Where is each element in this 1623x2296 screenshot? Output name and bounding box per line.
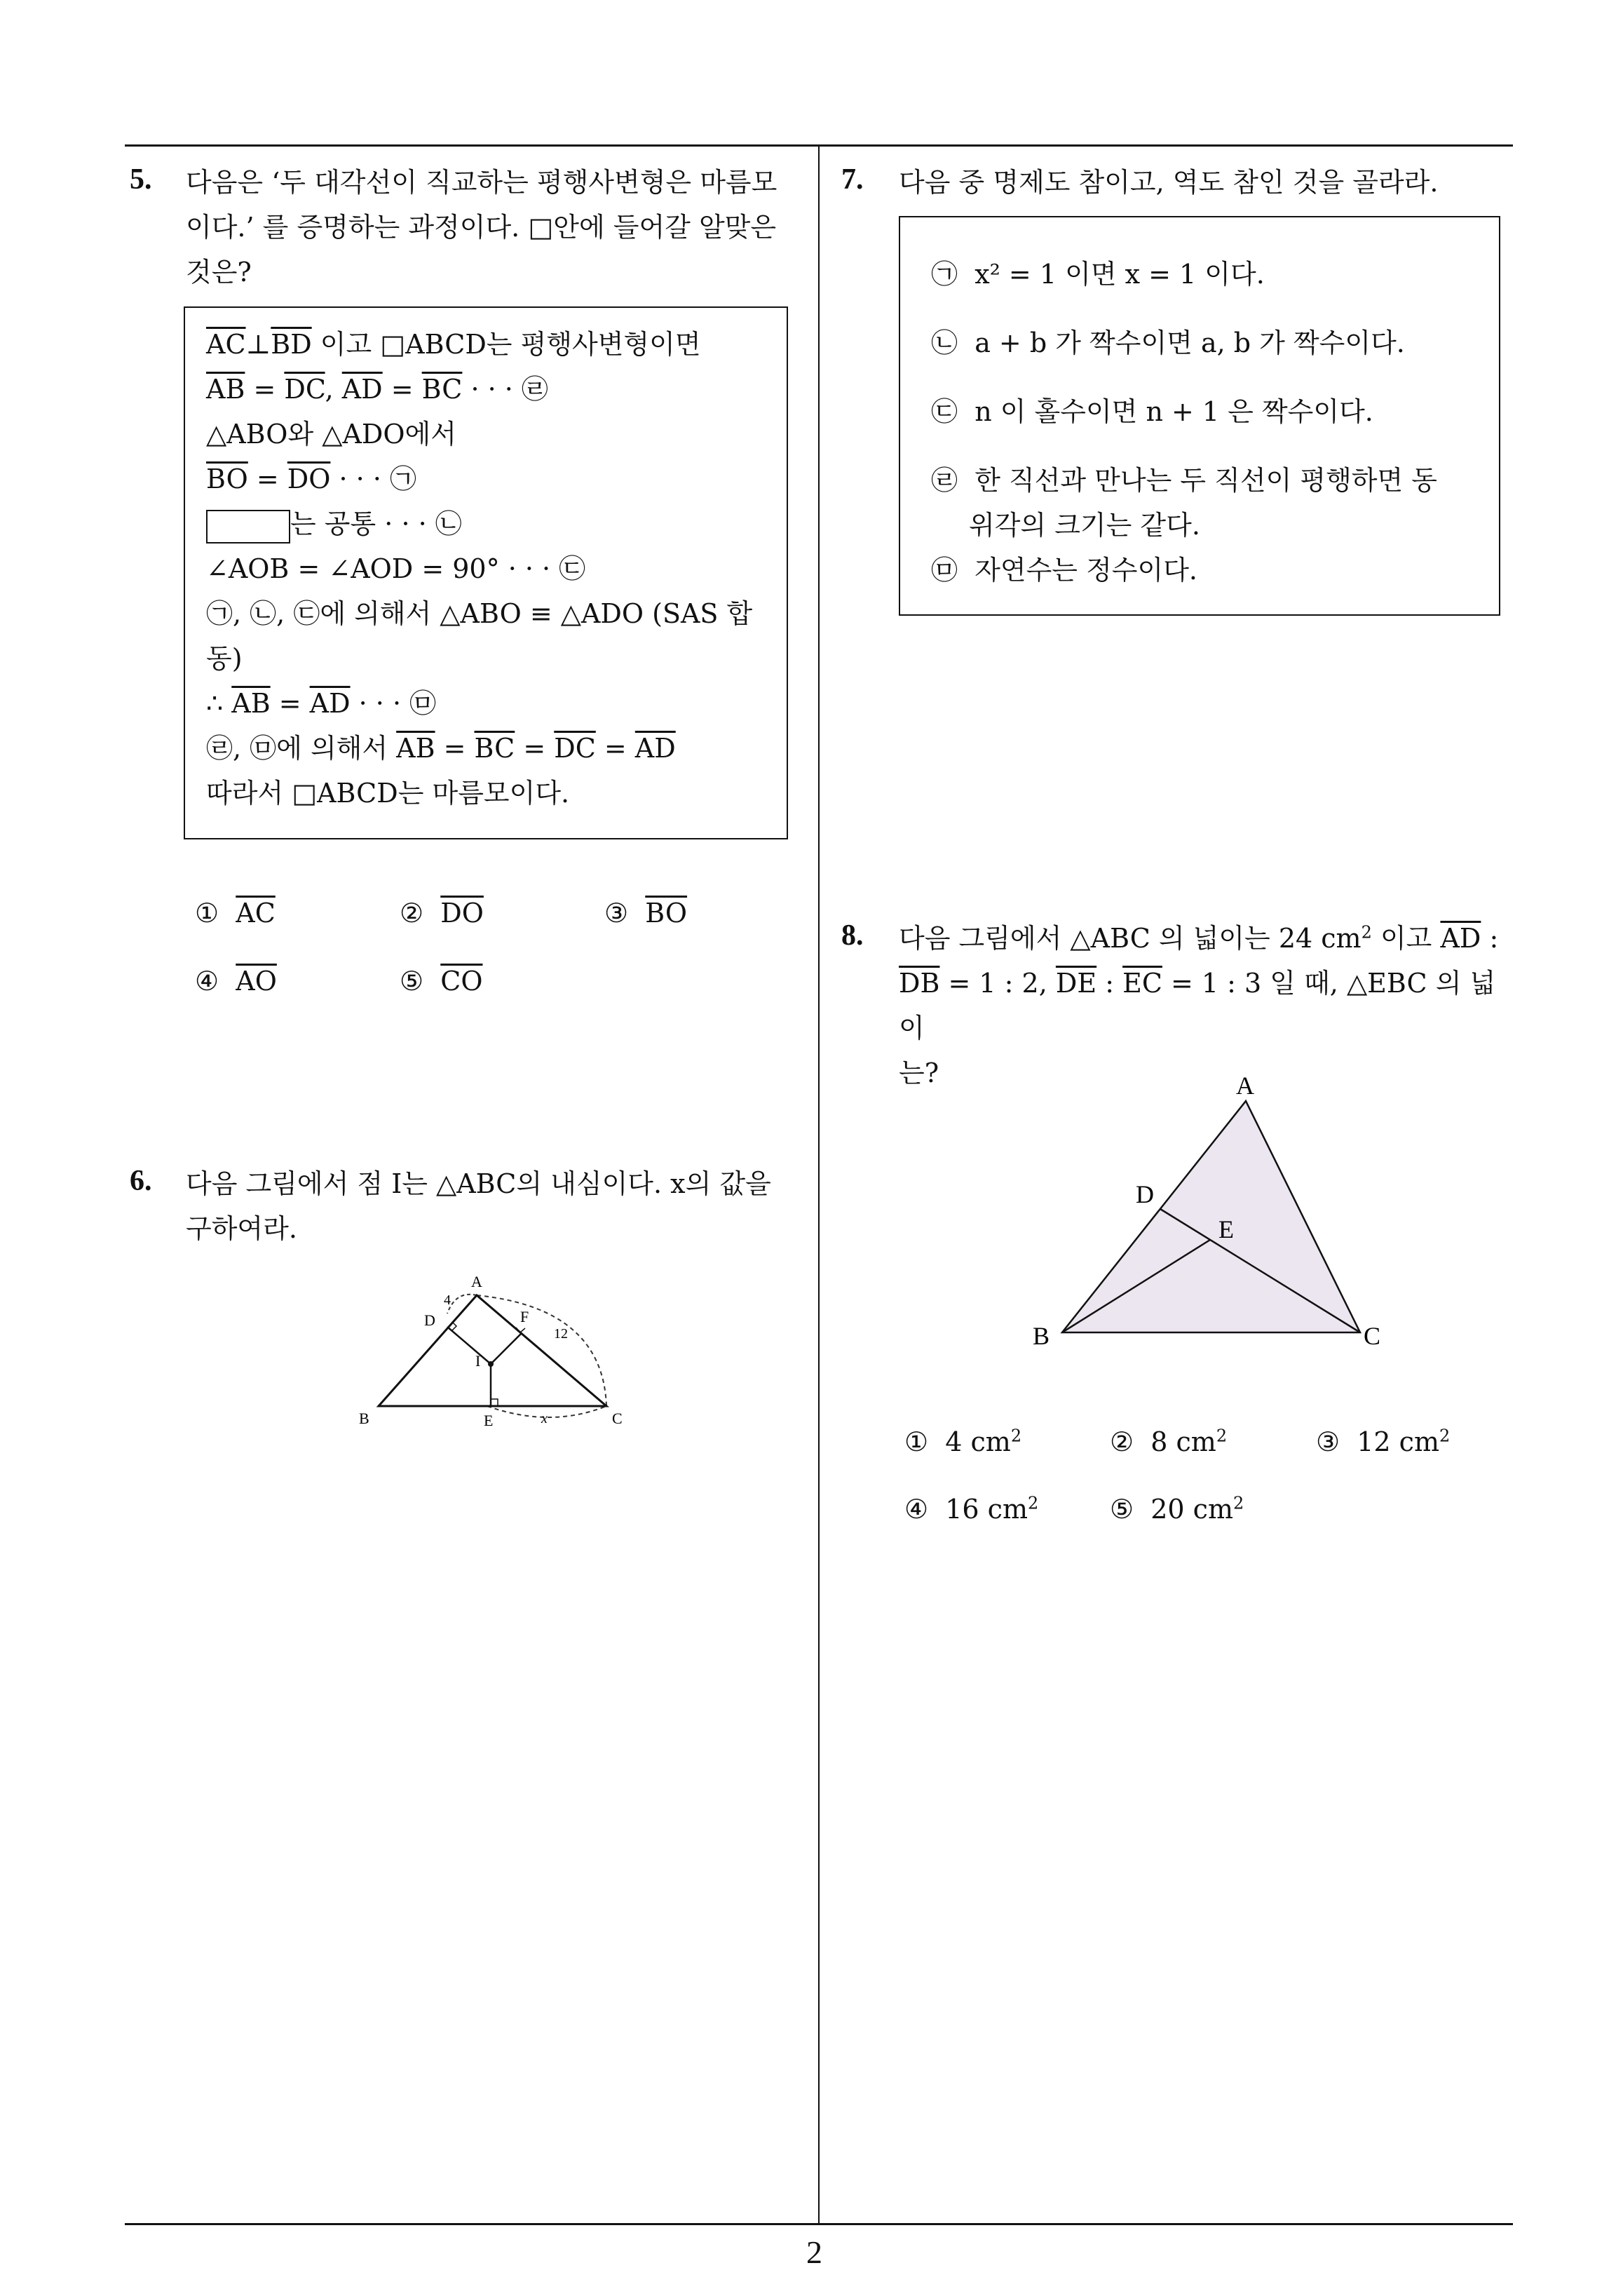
q6-line: 다음 그림에서 점 I는 △ABC의 내심이다. x의 값을 [186, 1168, 771, 1199]
seg: $\overline{AD}$ [341, 374, 383, 405]
label-c: C [612, 1410, 623, 1427]
superscript: 2 [1233, 1493, 1244, 1513]
q5-option-4[interactable] [195, 964, 277, 998]
item-mark: ㉤ [931, 555, 958, 586]
label-d: D [1136, 1180, 1154, 1208]
option-mark: ① [195, 898, 219, 928]
q-text: : [1481, 923, 1499, 954]
ref: · · · ㉠ [330, 464, 416, 494]
proof-line-11: 따라서 □ABCD는 마름모이다. [206, 778, 570, 809]
comma: , [325, 374, 342, 405]
proof-line-3: △ABO와 △ADO에서 [206, 419, 456, 450]
q5-line: 다음은 ‘두 대각선이 직교하는 평행사변형은 마름모 [186, 167, 777, 198]
q7-statements-box [899, 216, 1500, 616]
option-value: $\overline{CO}$ [440, 966, 483, 997]
label-a: A [1236, 1072, 1254, 1100]
eq: = [245, 374, 285, 405]
label-c: C [1364, 1322, 1381, 1350]
q5-option-5[interactable] [400, 964, 482, 998]
seg: $\overline{AD}$ [309, 688, 351, 719]
item-text: 위각의 크기는 같다. [969, 510, 1200, 541]
seg: $\overline{AB}$ [231, 688, 271, 719]
seg: $\overline{DE}$ [1055, 968, 1097, 999]
seg: $\overline{AB}$ [206, 374, 245, 405]
ref: · · · ㉣ [462, 374, 548, 405]
proof-text: 이고 □ABCD는 평행사변형이면 [311, 329, 701, 360]
superscript: 2 [1028, 1493, 1039, 1513]
q6-question [186, 1161, 803, 1251]
q8-option-1[interactable] [904, 1425, 1021, 1459]
seg: $\overline{EC}$ [1122, 968, 1162, 999]
page-number: 2 [806, 2234, 822, 2270]
item-text: x² = 1 이면 x = 1 이다. [975, 259, 1265, 290]
proof-line-7: ㉠, ㉡, ㉢에 의해서 △ABO ≡ △ADO (SAS 합 [206, 598, 753, 629]
q7-item-1 [931, 257, 1265, 292]
option-mark: ④ [904, 1494, 929, 1525]
eq: = [382, 374, 422, 405]
q5-option-1[interactable] [195, 896, 276, 930]
label-e: E [1218, 1215, 1234, 1243]
seg-if [491, 1333, 522, 1364]
eq: = [270, 688, 310, 719]
option-value: 20 cm [1150, 1494, 1233, 1525]
q8-figure [1020, 1069, 1413, 1364]
item-text: a + b 가 짝수이면 a, b 가 짝수이다. [975, 327, 1405, 358]
option-value: $\overline{AO}$ [236, 966, 277, 997]
seg: $\overline{AD}$ [1440, 923, 1481, 954]
q-text: : [1096, 968, 1123, 999]
proof-line-10 [206, 726, 781, 771]
superscript: 2 [1216, 1426, 1228, 1446]
proof-line-1 [206, 322, 781, 367]
seg-id [447, 1327, 491, 1364]
label-a: A [471, 1273, 482, 1290]
q8-line-2 [899, 961, 1516, 1051]
q-text: 다음 그림에서 △ABC 의 넓이는 24 cm [899, 923, 1361, 954]
option-mark: ③ [604, 898, 629, 928]
option-mark: ② [400, 898, 424, 928]
superscript: 2 [1361, 922, 1372, 943]
seg: $\overline{BC}$ [474, 733, 515, 764]
q5-line: 이다.’ 를 증명하는 과정이다. □안에 들어갈 알맞은 [186, 212, 777, 243]
eq: = [435, 733, 475, 764]
label-i: I [475, 1352, 481, 1370]
eq: = [247, 464, 287, 494]
item-mark: ㉡ [931, 327, 958, 358]
option-value: 16 cm [945, 1494, 1028, 1525]
proof-line-6: ∠AOB = ∠AOD = 90° · · · ㉢ [206, 553, 586, 584]
q7-question: 다음 중 명제도 참이고, 역도 참인 것을 골라라. [899, 167, 1439, 198]
label-f: F [520, 1308, 529, 1325]
q8-option-3[interactable] [1316, 1425, 1450, 1459]
q5-line: 것은? [186, 257, 252, 288]
seg-bd: $\overline{BD}$ [271, 329, 312, 360]
item-mark: ㉠ [931, 259, 958, 290]
point-i [488, 1361, 494, 1367]
column-divider [818, 144, 820, 2224]
item-text: 한 직선과 만나는 두 직선이 평행하면 동 [975, 465, 1437, 496]
q7-item-2 [931, 325, 1405, 360]
superscript: 2 [1439, 1426, 1451, 1446]
therefore: ∴ [206, 688, 232, 719]
seg: $\overline{DO}$ [287, 464, 331, 494]
option-mark: ① [904, 1426, 929, 1457]
q-text: 이고 [1371, 923, 1441, 954]
eq: = [515, 733, 555, 764]
q8-line-1 [899, 916, 1516, 961]
proof-line-2 [206, 367, 781, 412]
label-e: E [484, 1412, 494, 1429]
proof-text: ㉣, ㉤에 의해서 [206, 733, 397, 764]
item-mark: ㉢ [931, 396, 958, 427]
proof-line-5 [206, 501, 781, 546]
q5-option-2[interactable] [400, 896, 484, 930]
q5-number: 5. [130, 163, 152, 196]
option-value: 12 cm [1357, 1426, 1439, 1457]
q-text: = 1 : 3 일 때, △EBC 의 넓이 [899, 968, 1496, 1044]
seg: $\overline{DC}$ [284, 374, 325, 405]
item-text: n 이 홀수이면 n + 1 은 짝수이다. [975, 396, 1373, 427]
q8-option-4[interactable] [904, 1492, 1038, 1526]
q5-question [186, 160, 803, 295]
q8-question [899, 916, 1516, 1095]
seg: $\overline{DC}$ [554, 733, 596, 764]
perp-symbol: ⊥ [245, 329, 271, 360]
option-mark: ⑤ [400, 966, 424, 997]
seg: $\overline{DB}$ [899, 968, 940, 999]
q5-proof [206, 322, 781, 816]
label-b: B [359, 1410, 369, 1427]
item-text: 자연수는 정수이다. [975, 555, 1198, 586]
q6-number: 6. [130, 1165, 152, 1197]
item-mark: ㉣ [931, 465, 958, 496]
seg-ac: $\overline{AC}$ [206, 329, 246, 360]
option-value: $\overline{BO}$ [645, 898, 688, 928]
seg: $\overline{BO}$ [206, 464, 248, 494]
q7-item-3 [931, 394, 1373, 429]
option-mark: ⑤ [1110, 1494, 1134, 1525]
label-fc: 12 [554, 1326, 568, 1342]
proof-line-4 [206, 457, 781, 501]
seg: $\overline{AD}$ [634, 733, 676, 764]
option-value: 4 cm [945, 1426, 1011, 1457]
q8-option-2[interactable] [1110, 1425, 1227, 1459]
proof-line-9 [206, 681, 781, 726]
proof-text: 는 공통 · · · ㉡ [290, 508, 462, 539]
label-b: B [1033, 1322, 1050, 1350]
bottom-rule [125, 2223, 1513, 2225]
label-ad: 4 [444, 1292, 451, 1308]
q6-line: 구하여라. [186, 1213, 297, 1244]
option-value: 8 cm [1150, 1426, 1216, 1457]
q7-item-5 [931, 553, 1197, 588]
q-text: = 1 : 2, [939, 968, 1056, 999]
triangle-abc [379, 1295, 606, 1406]
eq: = [595, 733, 635, 764]
option-value: $\overline{DO}$ [440, 898, 484, 928]
q5-option-3[interactable] [604, 896, 687, 930]
answer-blank [206, 510, 290, 543]
seg: $\overline{AB}$ [396, 733, 435, 764]
triangle-abc-fill [1062, 1101, 1360, 1332]
q8-number: 8. [841, 919, 864, 952]
option-mark: ③ [1316, 1426, 1340, 1457]
seg: $\overline{BC}$ [421, 374, 463, 405]
q6-figure [351, 1266, 659, 1441]
option-value: $\overline{AC}$ [236, 898, 276, 928]
q8-line-3: 는? [899, 1058, 939, 1088]
proof-line-8: 동) [206, 643, 243, 674]
q7-number: 7. [841, 163, 864, 196]
q8-option-5[interactable] [1110, 1492, 1244, 1526]
option-mark: ② [1110, 1426, 1134, 1457]
q5-proof-box [184, 306, 788, 839]
q7-item-4-cont [969, 508, 1200, 543]
label-d: D [424, 1311, 435, 1329]
q7-item-4 [931, 463, 1437, 498]
label-ec: x [541, 1411, 548, 1426]
option-mark: ④ [195, 966, 219, 997]
ref: · · · ㉤ [350, 688, 437, 719]
superscript: 2 [1010, 1426, 1022, 1446]
